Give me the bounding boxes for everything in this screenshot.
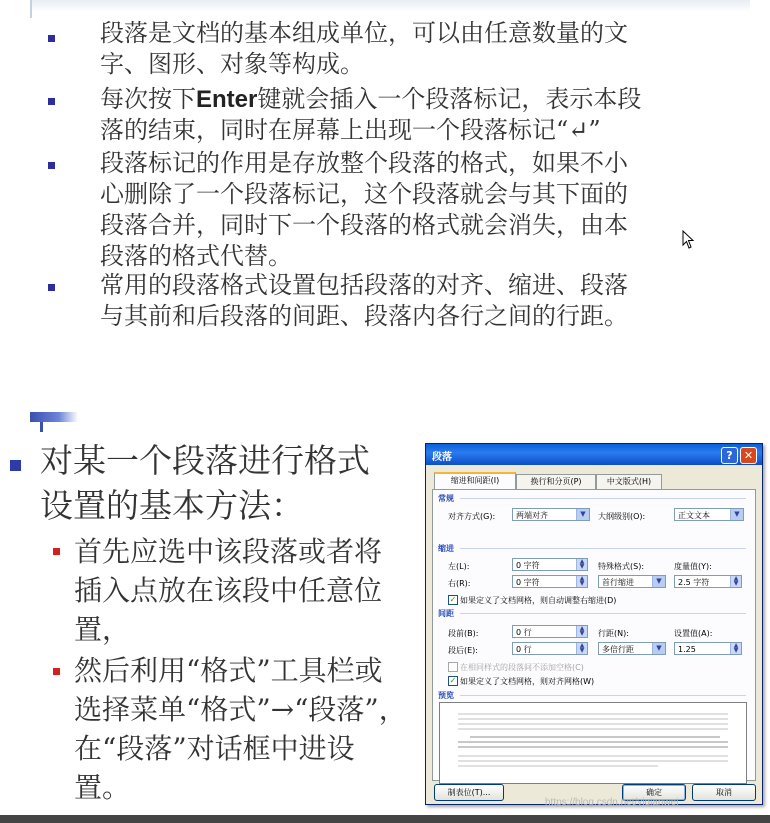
bullet-text <box>100 18 700 80</box>
section-divider <box>460 548 746 549</box>
measure-input[interactable] <box>674 575 742 588</box>
bullet-square-icon <box>48 284 55 291</box>
chevron-down-icon: ▼ <box>576 509 589 520</box>
text-span: 每次按下 <box>100 85 196 113</box>
auto-indent-label: 如果定义了文档网格，则自动调整右缩进(D) <box>460 596 617 605</box>
section-divider <box>460 498 746 499</box>
preview-line <box>458 760 728 762</box>
space-after-label: 段后(E): <box>448 646 478 655</box>
text-line <box>100 84 700 115</box>
measure-label: 度量值(Y): <box>674 562 712 571</box>
text-line: 心删除了一个段落标记，这个段落就会与其下面的 <box>100 180 628 208</box>
text-line: 落的结束，同时在屏幕上出现一个段落标记“↵” <box>100 116 601 144</box>
section-indent-label: 缩进 <box>438 544 454 553</box>
spinner-icon[interactable]: ▲ ▼ <box>576 626 587 637</box>
right-indent-value: 0 字符 <box>516 578 540 587</box>
spinner-icon[interactable]: ▲ ▼ <box>576 576 587 587</box>
text-line: 在“段落”对话框中进设 <box>74 732 355 765</box>
outline-level-label: 大纲级别(O): <box>598 512 646 521</box>
main-heading <box>40 438 420 528</box>
slide-divider <box>30 0 32 18</box>
bullet-text <box>100 84 700 146</box>
dialog-title: 段落 <box>432 452 452 463</box>
spinner-icon[interactable]: ▲ ▼ <box>730 643 741 654</box>
alignment-value: 两端对齐 <box>516 511 548 520</box>
text-line: 设置的基本方法： <box>40 486 304 525</box>
preview-line <box>470 736 720 738</box>
watermark: https://blog.csdn.net/yiqianwei <box>545 797 679 808</box>
text-line: 置。 <box>74 771 131 804</box>
ok-button[interactable]: 确定 <box>622 784 686 801</box>
paragraph-dialog <box>425 443 763 805</box>
bullet-text <box>100 148 700 272</box>
section-divider <box>460 613 746 614</box>
left-indent-label: 左(L): <box>448 562 470 571</box>
no-space-checkbox[interactable] <box>448 662 458 672</box>
chevron-down-icon: ▼ <box>652 643 665 654</box>
space-before-value: 0 行 <box>516 628 532 637</box>
text-line: 选择菜单“格式”→“段落”， <box>74 693 407 726</box>
enter-key-text: Enter <box>196 86 258 113</box>
chevron-down-icon: ▼ <box>652 576 665 587</box>
text-line: 段落合并，同时下一个段落的格式就会消失，由本 <box>100 211 628 239</box>
text-line: 与其前和后段落的间距、段落内各行之间的行距。 <box>100 302 628 330</box>
tab-line-page-breaks[interactable]: 换行和分页(P) <box>516 474 596 489</box>
preview-line <box>458 746 728 748</box>
paragraph-preview <box>439 702 747 784</box>
preview-line <box>458 713 728 715</box>
close-button[interactable]: ✕ <box>740 447 757 464</box>
line-spacing-value: 多倍行距 <box>602 645 634 654</box>
section-preview-label: 预览 <box>438 691 454 700</box>
sub-bullet-text <box>74 651 419 807</box>
special-format-value: 首行缩进 <box>602 578 634 587</box>
bullet-square-icon <box>48 35 55 42</box>
preview-line <box>458 718 728 720</box>
preview-line <box>458 755 728 757</box>
left-indent-value: 0 字符 <box>516 561 540 570</box>
tab-stops-button[interactable]: 制表位(T)... <box>434 784 504 801</box>
sub-bullet-text <box>74 532 419 649</box>
help-button[interactable]: ? <box>721 447 738 464</box>
snap-grid-checkbox[interactable]: ✓ <box>449 676 457 685</box>
space-after-value: 0 行 <box>516 645 532 654</box>
alignment-label: 对齐方式(G): <box>448 512 496 521</box>
spinner-icon[interactable]: ▲ ▼ <box>576 559 587 570</box>
special-format-label: 特殊格式(S): <box>598 562 645 571</box>
slide-top-strip <box>30 0 750 12</box>
snap-grid-label: 如果定义了文档网格，则对齐网格(W) <box>460 677 595 686</box>
mouse-pointer-icon <box>682 230 696 250</box>
tab-asian-typography[interactable]: 中文版式(H) <box>596 474 662 489</box>
preview-line <box>458 728 728 730</box>
space-before-label: 段前(B): <box>448 629 479 638</box>
right-indent-label: 右(R): <box>448 579 471 588</box>
text-line: 段落是文档的基本组成单位，可以由任意数量的文 <box>100 19 628 47</box>
auto-indent-checkbox[interactable]: ✓ <box>449 595 457 604</box>
preview-line <box>458 723 728 725</box>
text-span: 键就会插入一个段落标记，表示本段 <box>257 85 642 113</box>
text-line: 对某一个段落进行格式 <box>40 441 370 480</box>
preview-line <box>458 765 658 767</box>
special-format-select[interactable] <box>598 575 666 588</box>
line-spacing-select[interactable] <box>598 642 666 655</box>
main-bullet-square-icon <box>10 460 21 471</box>
preview-line <box>458 741 728 743</box>
text-line: 置， <box>74 613 131 646</box>
measure-value: 2.5 字符 <box>678 578 710 587</box>
bullet-text <box>100 270 700 332</box>
text-line: 常用的段落格式设置包括段落的对齐、缩进、段落 <box>100 271 628 299</box>
text-line: 字、图形、对象等构成。 <box>100 50 364 78</box>
text-line: 首先应选中该段落或者将 <box>74 535 383 568</box>
setting-value-label: 设置值(A): <box>674 629 713 638</box>
space-before-input[interactable] <box>512 625 588 638</box>
right-indent-input[interactable] <box>512 575 588 588</box>
text-line: 段落标记的作用是存放整个段落的格式，如果不小 <box>100 149 628 177</box>
section-divider <box>460 695 746 696</box>
section-general-label: 常规 <box>438 494 454 503</box>
chevron-down-icon: ▼ <box>730 509 743 520</box>
text-line: 然后利用“格式”工具栏或 <box>74 654 383 687</box>
text-line: 插入点放在该段中任意位 <box>74 574 383 607</box>
space-after-input[interactable] <box>512 642 588 655</box>
cancel-button[interactable]: 取消 <box>692 784 756 801</box>
text-line: 段落的格式代替。 <box>100 242 292 270</box>
spinner-icon[interactable]: ▲ ▼ <box>576 643 587 654</box>
bottom-bar <box>0 815 770 823</box>
spinner-icon[interactable]: ▲ ▼ <box>730 576 741 587</box>
bullet-square-icon <box>48 162 55 169</box>
slide-accent-notch <box>40 422 43 432</box>
slide-accent-bar <box>30 412 78 422</box>
outline-level-value: 正文文本 <box>678 511 710 520</box>
sub-bullet-square-icon <box>53 548 60 555</box>
no-space-label: 在相同样式的段落间不添加空格(C) <box>460 663 584 672</box>
outline-level-select[interactable] <box>674 508 744 521</box>
alignment-select[interactable] <box>512 508 590 521</box>
sub-bullet-square-icon <box>53 668 60 675</box>
setting-value: 1.25 <box>678 645 696 654</box>
left-indent-input[interactable] <box>512 558 588 571</box>
bullet-square-icon <box>48 98 55 105</box>
line-spacing-label: 行距(N): <box>598 629 629 638</box>
tab-indent-spacing[interactable]: 缩进和间距(I) <box>434 472 516 491</box>
section-spacing-label: 间距 <box>438 609 454 618</box>
dialog-title-bar[interactable] <box>426 444 762 465</box>
setting-value-input[interactable] <box>674 642 742 655</box>
